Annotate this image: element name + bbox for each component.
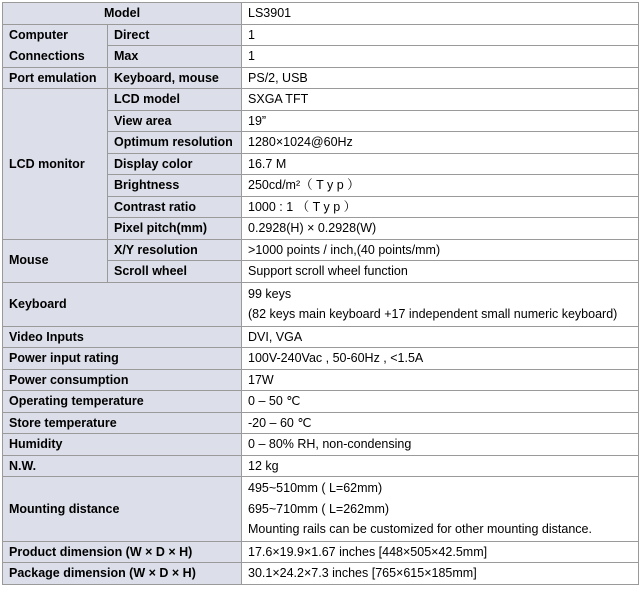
- keyboard-value: [242, 282, 639, 326]
- power-consumption-label: Power consumption: [3, 369, 242, 391]
- port-emulation-sublabel: Keyboard, mouse: [108, 67, 242, 89]
- brightness-value: 250cd/m²（ T y p ）: [242, 175, 639, 197]
- model-label: Model: [3, 3, 242, 25]
- row-power-input: [3, 348, 639, 370]
- power-input-value: 100V-240Vac , 50-60Hz , <1.5A: [242, 348, 639, 370]
- optimum-resolution-label: Optimum resolution: [108, 132, 242, 154]
- row-net-weight: [3, 455, 639, 477]
- brightness-label: Brightness: [108, 175, 242, 197]
- product-dimension-value: 17.6×19.9×1.67 inches [448×505×42.5mm]: [242, 541, 639, 563]
- video-inputs-value: DVI, VGA: [242, 326, 639, 348]
- row-product-dimension: [3, 541, 639, 563]
- row-power-consumption: [3, 369, 639, 391]
- direct-label: Direct: [108, 24, 242, 46]
- display-color-value: 16.7 M: [242, 153, 639, 175]
- row-operating-temperature: [3, 391, 639, 413]
- model-value: LS3901: [242, 3, 639, 25]
- net-weight-value: 12 kg: [242, 455, 639, 477]
- keyboard-line-1: 99 keys: [248, 286, 292, 301]
- package-dimension-label: Package dimension (W × D × H): [3, 563, 242, 585]
- display-color-label: Display color: [108, 153, 242, 175]
- lcd-model-label: LCD model: [108, 89, 242, 111]
- row-humidity: [3, 434, 639, 456]
- mounting-distance-value: [242, 477, 639, 542]
- operating-temperature-label: Operating temperature: [3, 391, 242, 413]
- lcd-monitor-label: LCD monitor: [3, 89, 108, 240]
- store-temperature-label: Store temperature: [3, 412, 242, 434]
- mounting-distance-label: Mounting distance: [3, 477, 242, 542]
- max-value: 1: [242, 46, 639, 68]
- contrast-ratio-value: 1000 : 1 （ T y p ）: [242, 196, 639, 218]
- port-emulation-label: Port emulation: [3, 67, 108, 89]
- package-dimension-value: 30.1×24.2×7.3 inches [765×615×185mm]: [242, 563, 639, 585]
- scroll-wheel-value: Support scroll wheel function: [242, 261, 639, 283]
- row-direct: [3, 24, 639, 46]
- row-port-emulation: [3, 67, 639, 89]
- power-consumption-value: 17W: [242, 369, 639, 391]
- power-input-label: Power input rating: [3, 348, 242, 370]
- port-emulation-value: PS/2, USB: [242, 67, 639, 89]
- row-package-dimension: [3, 563, 639, 585]
- spec-table: [2, 2, 639, 585]
- xy-resolution-value: >1000 points / inch,(40 points/mm): [242, 239, 639, 261]
- video-inputs-label: Video Inputs: [3, 326, 242, 348]
- keyboard-line-2: (82 keys main keyboard +17 independent small numeric keyboard): [248, 307, 618, 321]
- direct-value: 1: [242, 24, 639, 46]
- lcd-model-value: SXGA TFT: [242, 89, 639, 111]
- row-video-inputs: [3, 326, 639, 348]
- pixel-pitch-value: 0.2928(H) × 0.2928(W): [242, 218, 639, 240]
- max-label: Max: [108, 46, 242, 68]
- operating-temperature-value: 0 – 50 ℃: [242, 391, 639, 413]
- mounting-distance-line-2: 695~710mm ( L=262mm): [248, 501, 390, 516]
- humidity-label: Humidity: [3, 434, 242, 456]
- net-weight-label: N.W.: [3, 455, 242, 477]
- xy-resolution-label: X/Y resolution: [108, 239, 242, 261]
- humidity-value: 0 – 80% RH, non-condensing: [242, 434, 639, 456]
- mounting-distance-line-3: Mounting rails can be customized for other mounting distance.: [248, 522, 592, 536]
- store-temperature-value: -20 – 60 ℃: [242, 412, 639, 434]
- product-dimension-label: Product dimension (W × D × H): [3, 541, 242, 563]
- view-area-label: View area: [108, 110, 242, 132]
- row-model: [3, 3, 639, 25]
- scroll-wheel-label: Scroll wheel: [108, 261, 242, 283]
- row-store-temperature: [3, 412, 639, 434]
- computer-connections-label: Computer Connections: [3, 24, 108, 67]
- row-keyboard: [3, 282, 639, 326]
- mouse-label: Mouse: [3, 239, 108, 282]
- row-xy-resolution: [3, 239, 639, 261]
- row-mounting-distance: [3, 477, 639, 542]
- mounting-distance-line-1: 495~510mm ( L=62mm): [248, 481, 383, 495]
- keyboard-label: Keyboard: [3, 282, 242, 326]
- contrast-ratio-label: Contrast ratio: [108, 196, 242, 218]
- pixel-pitch-label: Pixel pitch(mm): [108, 218, 242, 240]
- view-area-value: 19”: [242, 110, 639, 132]
- optimum-resolution-value: 1280×1024@60Hz: [242, 132, 639, 154]
- row-lcd-model: [3, 89, 639, 111]
